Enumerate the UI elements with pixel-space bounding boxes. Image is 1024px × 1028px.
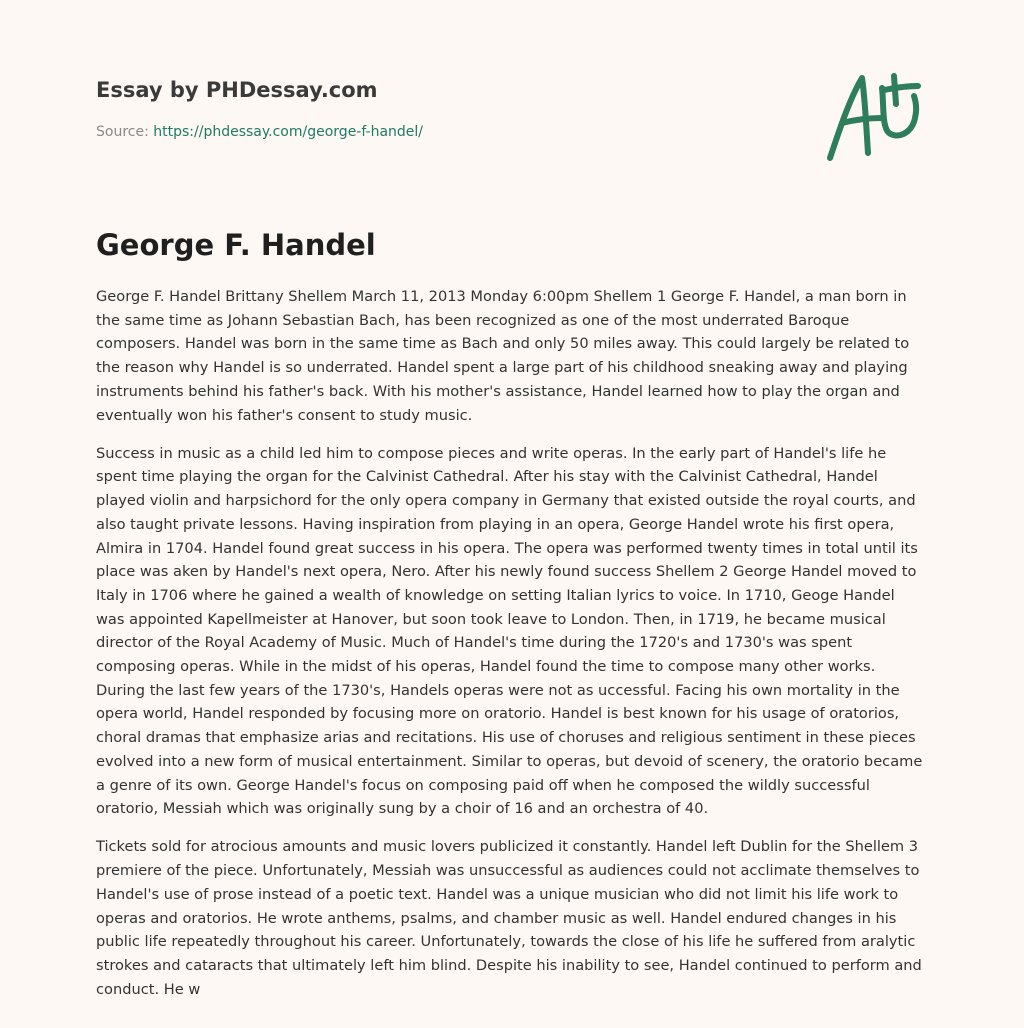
article-title: George F. Handel: [96, 228, 376, 262]
paragraph: Tickets sold for atrocious amounts and music lovers publicized it constantly. Handel left Dublin for the Shellem 3 premiere of the piece. Unfortunately, Messiah was unsuccessful as audiences could not acclimate themselves to Handel's use of prose instead of a poetic text. Handel was a unique musician who did not limit his life work to operas and oratorios. He wrote anthems, psalms, and chamber music as well. Handel endured changes in his public life repeatedly throughout his career. Unfortunately, towards the close of his life he suffered from aralytic strokes and cataracts that ultimately left him blind. Despite his inability to see, Handel continued to perform and conduct. He w: [96, 838, 922, 998]
source-line: [96, 124, 423, 140]
source-link[interactable]: https://phdessay.com/george-f-handel/: [153, 124, 424, 140]
paragraph: Success in music as a child led him to compose pieces and write operas. In the early part of Handel's life he spent time playing the organ for the Calvinist Cathedral. After his stay with the Calvinist Cathedral, Handel played violin and harpsichord for the only opera company in Germany that existed outside the royal courts, and also taught private lessons. Having inspiration from playing in an opera, George Handel wrote his first opera, Almira in 1704. Handel found great success in his opera. The opera was performed twenty times in total until its place was aken by Handel's next opera, Nero. After his newly found success Shellem 2 George Handel moved to Italy in 1706 where he gained a wealth of knowledge on setting Italian lyrics to voice. In 1710, Geoge Handel was appointed Kapellmeister at Hanover, but soon took leave to London. Then, in 1719, he became musical director of the Royal Academy of Music. Much of Handel's time during the 1720's and 1730's was spent composing operas. While in the midst of his operas, Handel found the time to compose many other works. During the last few years of the 1730's, Handels operas were not as uccessful. Facing his own mortality in the opera world, Handel responded by focusing more on oratorio. Handel is best known for his usage of oratorios, choral dramas that emphasize arias and recitations. His use of choruses and religious sentiment in these pieces evolved into a new form of musical entertainment. Similar to operas, but devoid of scenery, the oratorio became a genre of its own. George Handel's focus on composing paid off when he composed the wildly successful oratorio, Messiah which was originally sung by a choir of 16 and an orchestra of 40.: [96, 444, 923, 818]
source-label: Source:: [96, 124, 154, 140]
site-brand: Essay by PHDessay.com: [96, 78, 378, 102]
a-plus-logo: [820, 68, 930, 168]
paragraph: George F. Handel Brittany Shellem March 11, 2013 Monday 6:00pm Shellem 1 George F. Handel, a man born in the same time as Johann Sebastian Bach, has been recognized as one of the most underrated Baroque composers. Handel was born in the same time as Bach and only 50 miles away. This could largely be related to the reason why Handel is so underrated. Handel spent a large part of his childhood sneaking away and playing instruments behind his father's back. With his mother's assistance, Handel learned how to play the organ and eventually won his father's consent to study music.: [96, 288, 910, 424]
article-body: [96, 285, 926, 1016]
site-header: [96, 76, 796, 140]
